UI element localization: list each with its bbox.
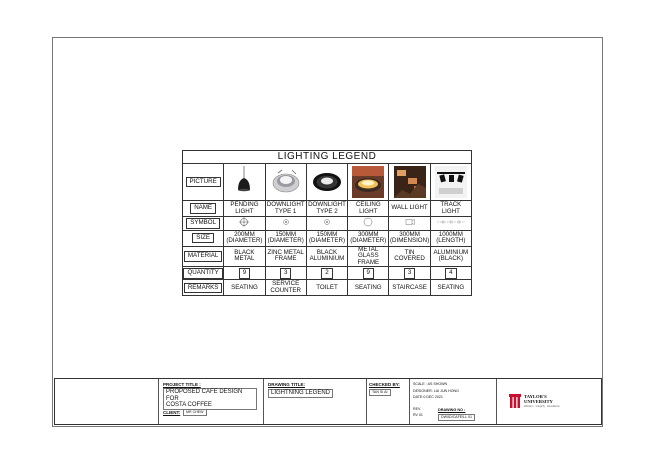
checked-by-value: TAN SI AI — [369, 389, 391, 396]
project-title-label: PROJECT TITLE : — [163, 382, 201, 387]
size-cell: 150MM (DIAMETER) — [265, 230, 306, 246]
name-cell: TRACK LIGHT — [430, 201, 471, 217]
picture-row — [183, 164, 472, 201]
quantity-cell: 3 — [265, 267, 306, 280]
pendant-symbol-icon — [239, 217, 249, 227]
remarks-cell: SEATING — [224, 280, 265, 296]
drawing-title-value: LIGHTNING LEGEND — [268, 389, 333, 398]
project-title-value: PROPOSED CAFE DESIGN FOR COSTA COFFEE — [163, 388, 257, 410]
remarks-cell: STAIRCASE — [389, 280, 430, 296]
scale-text: SCALE : AS SHOWN — [413, 382, 448, 386]
legend-title: LIGHTING LEGEND — [183, 151, 472, 164]
size-cell: 300MM (DIAMETER) — [348, 230, 389, 246]
drawing-title-label: DRAWING TITLE: — [268, 382, 305, 387]
checked-by-label: CHECKED BY: — [369, 382, 400, 387]
symbol-cell — [306, 217, 347, 231]
material-cell: BLACK ALUMINIUM — [306, 246, 347, 267]
size-cell: 300MM (DIMENSION) — [389, 230, 430, 245]
client-value: MR CHEW — [183, 409, 207, 416]
row-header-symbol: SYMBOL — [183, 217, 224, 231]
title-block-blank-cell — [55, 379, 159, 424]
track-light-symbol-icon — [436, 217, 466, 227]
name-cell: CEILING LIGHT — [348, 201, 389, 217]
downlight-symbol-icon — [322, 217, 332, 227]
picture-cell — [265, 164, 306, 201]
symbol-row — [183, 217, 472, 231]
logo-name: TAYLOR'S UNIVERSITY — [524, 394, 553, 404]
size-cell: 200MM (DIAMETER) — [224, 230, 265, 246]
quantity-cell: 4 — [430, 267, 471, 280]
row-header-material: MATERIAL — [183, 246, 224, 267]
pendant-lamp-icon — [228, 166, 260, 198]
wall-light-icon — [394, 166, 426, 198]
logo-cell — [497, 379, 601, 424]
symbol-cell — [389, 217, 430, 231]
rev-label: REV. — [413, 407, 422, 411]
row-header-remarks: REMARKS — [183, 280, 224, 296]
picture-cell — [389, 164, 430, 201]
name-cell: WALL LIGHT — [389, 201, 430, 217]
row-header-picture: PICTURE — [183, 164, 224, 201]
remarks-cell: SEATING — [348, 280, 389, 296]
row-header-quantity: QUANTITY — [183, 267, 224, 280]
name-cell: PENDING LIGHT — [224, 201, 265, 217]
row-header-size: SIZE — [183, 230, 224, 246]
size-row — [183, 230, 472, 246]
downlight-black-icon — [311, 166, 343, 198]
picture-cell — [224, 164, 265, 201]
remarks-row — [183, 280, 472, 296]
material-cell: BLACK METAL — [224, 246, 265, 267]
taylors-university-logo-icon — [509, 394, 521, 408]
quantity-cell: 2 — [306, 267, 347, 280]
material-cell: METAL GLASS FRAME — [348, 246, 389, 267]
designer-text: DESIGNER: LAI JUN HONG — [413, 389, 459, 393]
name-cell: DOWNLIGHT TYPE 1 — [266, 200, 305, 215]
downlight-symbol-icon — [281, 217, 291, 227]
symbol-cell — [224, 217, 265, 231]
wall-light-symbol-icon — [404, 217, 416, 227]
drawing-number-value: DW/ID/CAFE/LL 01 — [438, 414, 475, 421]
drawing-title-cell — [264, 379, 367, 424]
date-text: DATE:0 DEC 2021 — [413, 395, 443, 399]
quantity-cell: 3 — [389, 267, 430, 280]
title-block — [54, 378, 602, 425]
quantity-cell: 9 — [224, 267, 265, 280]
remarks-cell: TOILET — [306, 280, 347, 296]
client-label: CLIENT: — [163, 410, 181, 415]
track-light-icon — [435, 166, 467, 198]
scale-cell — [410, 379, 497, 424]
name-row — [183, 201, 472, 217]
remarks-cell: SERVICE COUNTER — [265, 280, 306, 296]
remarks-cell: SEATING — [430, 280, 471, 296]
size-cell: 1000MM (LENGTH) — [430, 230, 471, 246]
quantity-row — [183, 267, 472, 280]
material-cell: ALUMINIUM (BLACK) — [430, 246, 471, 267]
material-cell: ZINC METAL FRAME — [265, 246, 306, 267]
size-cell: 150MM (DIAMETER) — [306, 230, 347, 246]
symbol-cell — [430, 217, 471, 231]
picture-cell — [348, 164, 389, 201]
ceiling-light-icon — [352, 166, 384, 198]
quantity-cell: 9 — [348, 267, 389, 280]
checked-by-cell — [367, 379, 410, 424]
row-header-name: NAME — [183, 201, 224, 217]
material-row — [183, 246, 472, 267]
drawing-number-label: DRAWING NO : — [438, 408, 466, 412]
symbol-cell — [265, 217, 306, 231]
downlight-silver-icon — [270, 166, 302, 198]
rev-value: RV 01 — [413, 413, 423, 417]
picture-cell — [430, 164, 471, 201]
lighting-legend-table — [182, 150, 472, 296]
name-cell: DOWNLIGHT TYPE 2 — [308, 200, 346, 215]
ceiling-light-symbol-icon — [362, 217, 374, 227]
material-cell: TIN COVERED — [389, 246, 430, 267]
logo-tagline: Wisdom · Integrity · Excellence — [524, 405, 560, 408]
project-title-cell — [159, 379, 264, 424]
symbol-cell — [348, 217, 389, 231]
picture-cell — [306, 164, 347, 201]
